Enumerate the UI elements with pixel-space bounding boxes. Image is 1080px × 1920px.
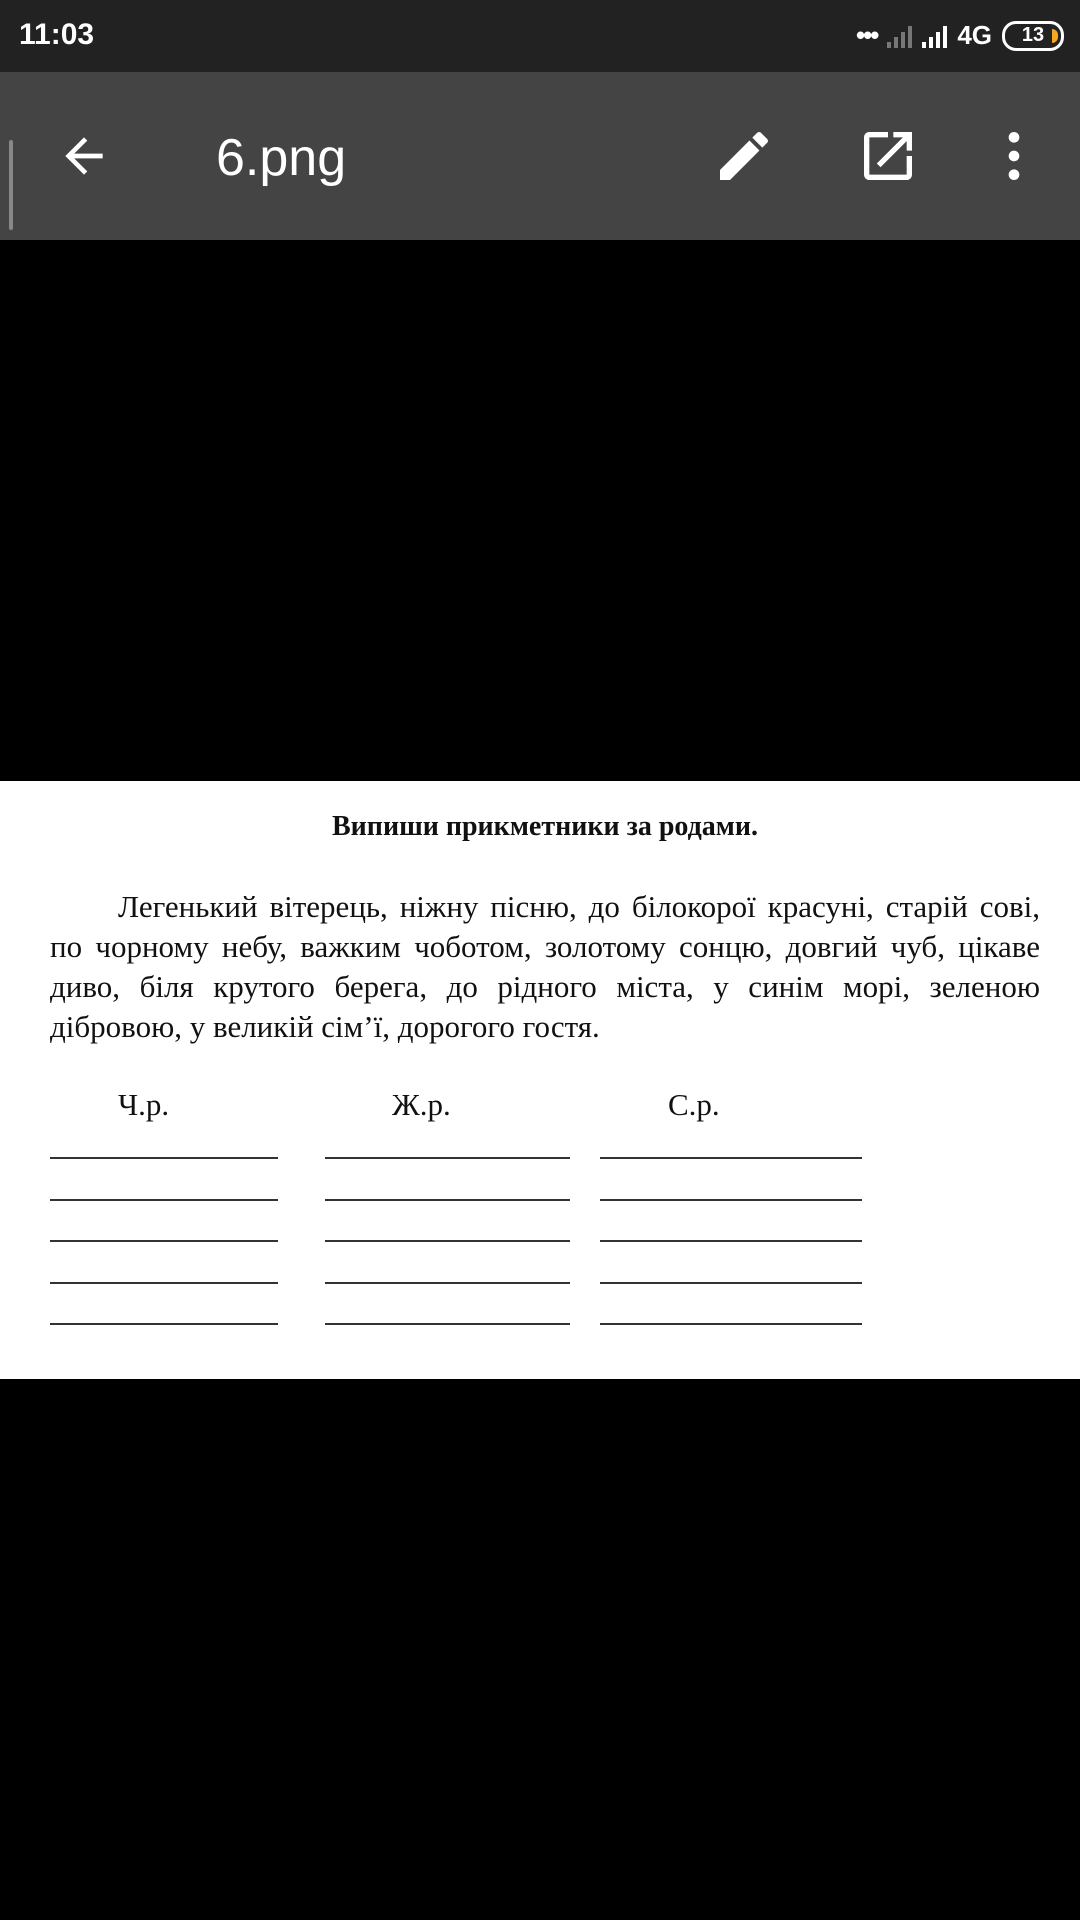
open-external-icon[interactable]	[856, 124, 920, 188]
answer-blank-line	[600, 1199, 862, 1201]
worksheet-heading: Випиши прикметники за родами.	[332, 811, 758, 842]
app-toolbar	[0, 72, 1080, 240]
answer-blank-line	[325, 1282, 570, 1284]
answer-blank-line	[50, 1323, 278, 1325]
answer-blank-line	[325, 1157, 570, 1159]
clock: 11:03	[19, 18, 95, 51]
signal-sim1-icon	[887, 24, 912, 48]
signal-sim2-icon	[922, 24, 947, 48]
worksheet-paragraph: Легенький вітерець, ніжну пісню, до білокорої красуні, старій сові, по чорному небу, важким чоботом, золотому сонцю, довгий чуб, цікаве диво, біля крутого берега, до рідного міста, у синім морі, зеленою дібровою, у великій сім’ї, дорогого гостя.	[50, 889, 1040, 1044]
battery-level: 13	[1021, 24, 1045, 46]
answer-blank-line	[600, 1240, 862, 1242]
answer-blank-line	[50, 1157, 278, 1159]
answer-blank-line	[50, 1282, 278, 1284]
answer-blank-line	[600, 1282, 862, 1284]
answer-blank-line	[325, 1240, 570, 1242]
answer-blank-line	[600, 1323, 862, 1325]
column-header-neuter: С.р.	[668, 1087, 720, 1122]
network-type: 4G	[957, 20, 992, 50]
scrollbar[interactable]	[9, 140, 13, 230]
back-arrow-icon[interactable]	[56, 128, 112, 184]
more-notifications-icon: •••	[856, 20, 878, 50]
answer-blank-line	[50, 1240, 278, 1242]
image-content	[0, 781, 1080, 1379]
edit-pencil-icon[interactable]	[712, 124, 776, 188]
answer-blank-line	[325, 1199, 570, 1201]
column-header-feminine: Ж.р.	[392, 1087, 451, 1122]
status-icons	[856, 20, 1064, 51]
file-title: 6.png	[216, 129, 347, 187]
answer-blank-line	[600, 1157, 862, 1159]
answer-blank-line	[50, 1199, 278, 1201]
battery-icon	[1002, 21, 1064, 51]
status-bar	[0, 0, 1080, 72]
more-options-icon[interactable]	[982, 124, 1046, 188]
answer-blank-line	[325, 1323, 570, 1325]
column-header-masculine: Ч.р.	[118, 1087, 170, 1122]
